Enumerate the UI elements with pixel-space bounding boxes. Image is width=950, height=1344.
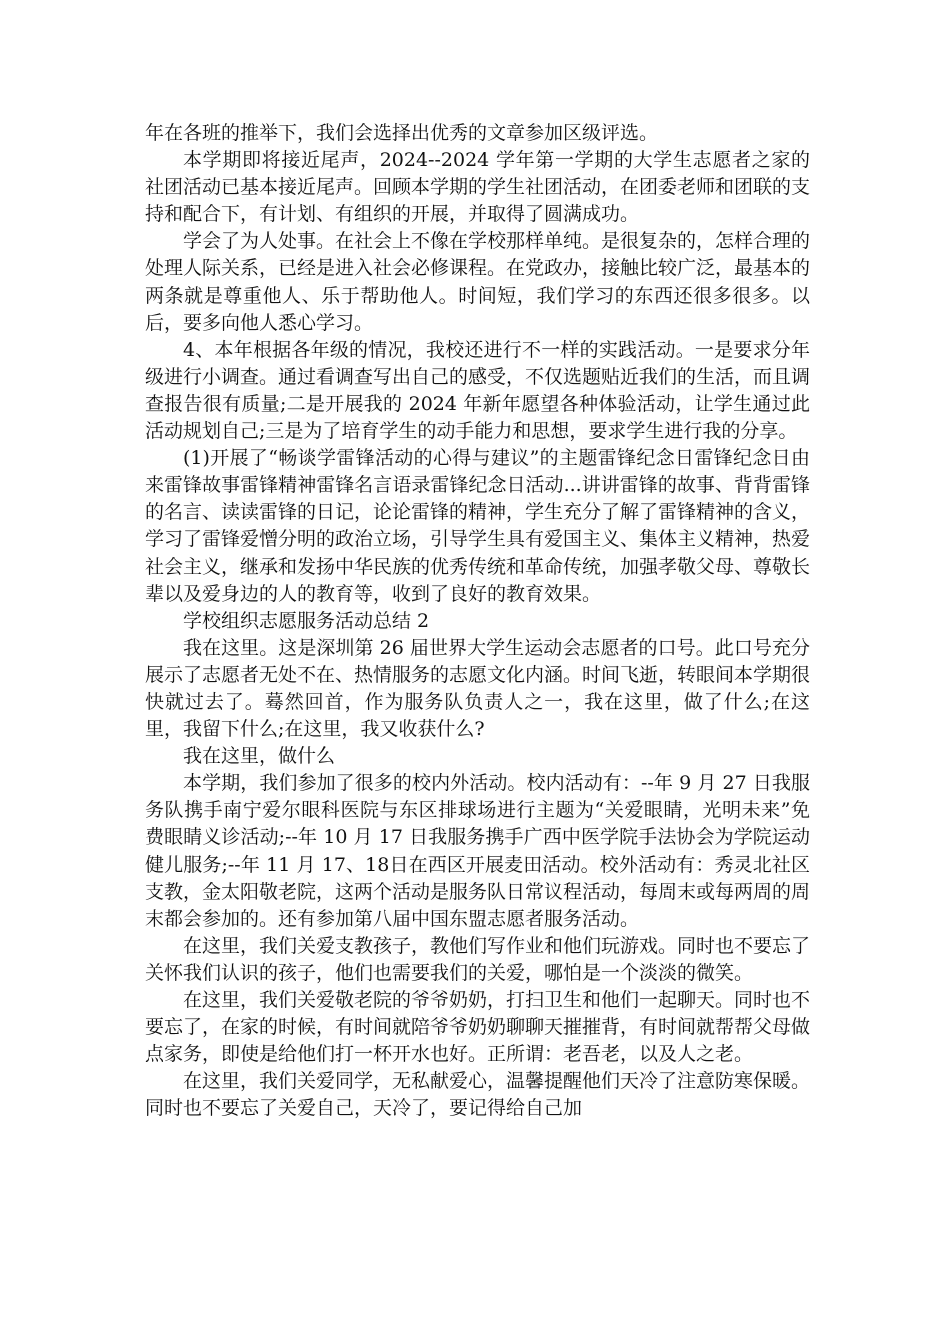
- document-page: [145, 120, 810, 1122]
- paragraph-semester-end: 本学期即将接近尾声，2024--2024 学年第一学期的大学生志愿者之家的社团活动已基本接近尾声。回顾本学期的学生社团活动，在团委老师和团联的支持和配合下，有计划、有组织的开展，并取得了圆满成功。: [145, 149, 811, 226]
- paragraph-activities: 本学期，我们参加了很多的校内外活动。校内活动有：--年 9 月 27 日我服务队携手南宁爱尔眼科医院与东区排球场进行主题为“关爱眼睛，光明未来”免费眼睛义诊活动;--年 10 月 17 日我服务携手广西中医学院手法协会为学院运动健儿服务;--年 11 月 17、18日在西区开展麦田活动。校外活动有：秀灵北社区支教，金太阳敬老院，这两个活动是服务队日常议程活动，每周末或每两周的周末都会参加的。还有参加第八届中国东盟志愿者服务活动。: [145, 772, 811, 930]
- paragraph-continuation: 年在各班的推举下，我们会选择出优秀的文章参加区级评选。: [145, 122, 659, 144]
- paragraph-elderly: 在这里，我们关爱敬老院的爷爷奶奶，打扫卫生和他们一起聊天。同时也不要忘了，在家的时候，有时间就陪爷爷奶奶聊聊天摧摧背，有时间就帮帮父母做点家务，即使是给他们打一杯开水也好。正所谓：老吾老，以及人之老。: [145, 989, 811, 1066]
- section-heading-what-i-do: 我在这里，做什么: [183, 745, 336, 768]
- section-heading-summary-2: 学校组织志愿服务活动总结 2: [183, 609, 430, 632]
- paragraph-classmates: 在这里，我们关爱同学，无私献爱心，温馨提醒他们天冷了注意防寒保暖。同时也不要忘了关爱自己，天冷了，要记得给自己加: [145, 1070, 811, 1120]
- paragraph-slogan: 我在这里。这是深圳第 26 届世界大学生运动会志愿者的口号。此口号充分展示了志愿者无处不在、热情服务的志愿文化内涵。时间飞逝，转眼间本学期很快就过去了。蓦然回首，作为服务队负责人之一，我在这里，做了什么;在这里，我留下什么;在这里，我又收获什么?: [145, 636, 811, 741]
- paragraph-children: 在这里，我们关爱支教孩子，教他们写作业和他们玩游戏。同时也不要忘了关怀我们认识的孩子，他们也需要我们的关爱，哪怕是一个淡淡的微笑。: [145, 934, 811, 984]
- paragraph-lei-feng: (1)开展了“畅谈学雷锋活动的心得与建议”的主题雷锋纪念日雷锋纪念日由来雷锋故事雷锋精神雷锋名言语录雷锋纪念日活动...讲讲雷锋的故事、背背雷锋的名言、读读雷锋的日记，论论雷锋的精神，学生充分了解了雷锋精神的含义，学习了雷锋爱憎分明的政治立场，引导学生具有爱国主义、集体主义精神，热爱社会主义，继承和发扬中华民族的优秀传统和革命传统，加强孝敬父母、尊敬长辈以及爱身边的人的教育等，收到了良好的教育效果。: [145, 447, 811, 605]
- paragraph-social-skills: 学会了为人处事。在社会上不像在学校那样单纯。是很复杂的，怎样合理的处理人际关系，已经是进入社会必修课程。在党政办，接触比较广泛，最基本的两条就是尊重他人、乐于帮助他人。时间短，我们学习的东西还很多很多。以后，要多向他人悉心学习。: [145, 230, 811, 334]
- paragraph-practice-activities: 4、本年根据各年级的情况，我校还进行不一样的实践活动。一是要求分年级进行小调查。通过看调查写出自己的感受，不仅选题贴近我们的生活，而且调查报告很有质量;二是开展我的 2024 年新年愿望各种体验活动，让学生通过此活动规划自己;三是为了培育学生的动手能力和思想，要求学生进行我的分享。: [145, 338, 811, 443]
